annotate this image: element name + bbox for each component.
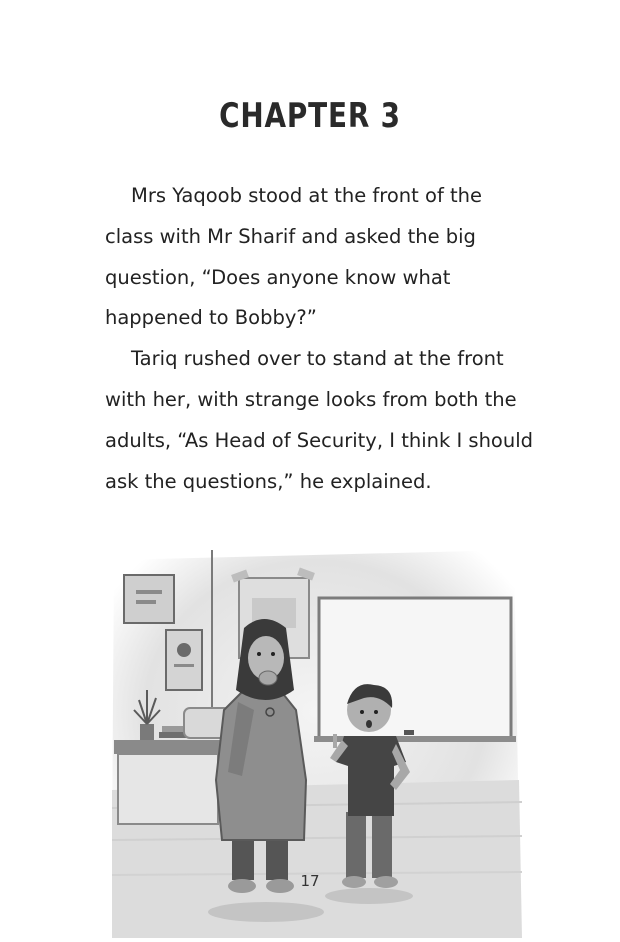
poster — [124, 575, 174, 623]
whiteboard — [319, 598, 511, 738]
poster-text — [174, 664, 194, 667]
text-line: with her, with strange looks from both the — [105, 387, 517, 411]
page-number: 17 — [300, 872, 320, 890]
text-line: happened to Bobby?” — [105, 306, 317, 330]
text-line: Mrs Yaqoob stood at the front of the — [131, 184, 483, 207]
desk-body — [118, 754, 218, 824]
text-line: question, “Does anyone know what — [105, 265, 451, 289]
text-line: ask the questions,” he explained. — [105, 469, 432, 493]
text-line: Tariq rushed over to stand at the front — [131, 347, 504, 371]
marker — [404, 730, 414, 735]
desk-top — [114, 740, 224, 754]
poster — [166, 630, 202, 690]
poster-text — [136, 600, 156, 604]
text-line: class with Mr Sharif and asked the big — [105, 224, 476, 248]
poster-text — [136, 590, 162, 594]
story-text — [105, 176, 575, 502]
poster-emblem — [177, 643, 191, 657]
text-line: adults, “As Head of Security, I think I should — [105, 428, 534, 452]
plant-pot — [140, 724, 154, 740]
chapter-title: CHAPTER 3 — [219, 96, 401, 136]
